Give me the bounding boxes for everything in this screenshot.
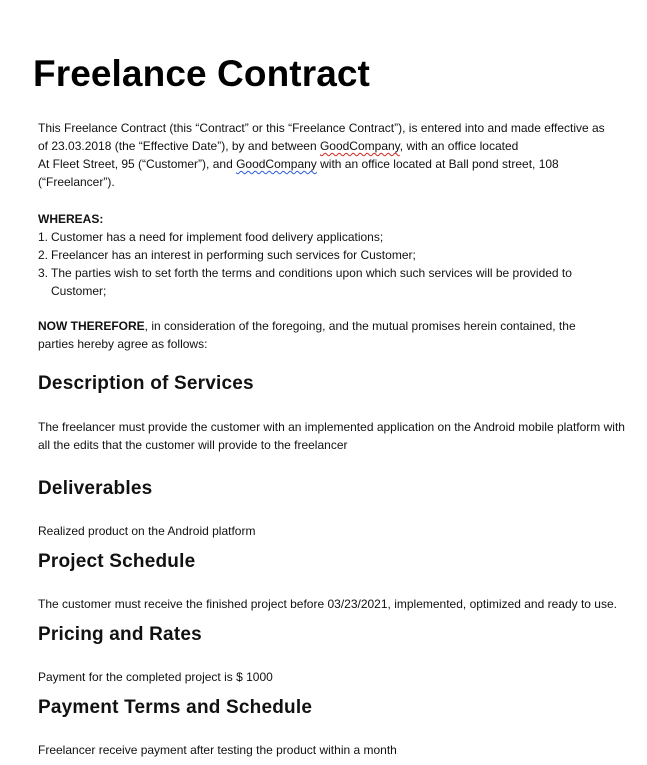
intro-line-3 (38, 155, 605, 173)
document-title: Freelance Contract (33, 53, 370, 94)
pricing-paragraph (38, 668, 273, 686)
company-name-spellcheck: GoodCompany (319, 139, 400, 153)
intro-line-4: (“Freelancer”). (38, 175, 115, 189)
list-number: 3. (38, 266, 49, 280)
schedule-paragraph (38, 595, 617, 613)
intro-line-3-end: with an office located at Ball pond street, 108 (316, 157, 559, 171)
list-item (38, 246, 572, 264)
description-heading: Description of Services (38, 373, 254, 394)
intro-line-3-text: At Fleet Street, 95 (“Customer”), and (38, 157, 237, 171)
company-name-grammar-check: GoodCompany (236, 157, 317, 171)
now-therefore-rest: , in consideration of the foregoing, and the mutual promises herein contained, the (144, 319, 576, 333)
list-item-continuation: Customer; (51, 284, 107, 298)
payment-paragraph (38, 741, 397, 759)
intro-paragraph (38, 119, 605, 191)
whereas-heading: WHEREAS: (38, 212, 104, 226)
deliverables-paragraph (38, 522, 255, 540)
list-number: 1. (38, 230, 49, 244)
now-therefore-paragraph (38, 317, 576, 353)
now-therefore-line-1 (38, 317, 576, 335)
list-text: The parties wish to set forth the terms and conditions upon which such services will be provided to (51, 266, 572, 280)
list-text: Freelancer has an interest in performing such services for Customer; (51, 248, 416, 262)
description-line-1: The freelancer must provide the customer with an implemented application on the Android mobile platform with (38, 420, 625, 434)
now-therefore-bold: NOW THEREFORE (38, 319, 145, 333)
list-text: Customer has a need for implement food delivery applications; (51, 230, 384, 244)
intro-line-1: This Freelance Contract (this “Contract” or this “Freelance Contract”), is entered into and made effective as (38, 121, 605, 135)
list-number: 2. (38, 248, 49, 262)
schedule-heading: Project Schedule (38, 551, 196, 572)
deliverables-heading: Deliverables (38, 478, 153, 499)
pricing-text: Payment for the completed project is $ 1000 (38, 670, 273, 684)
intro-line-2 (38, 137, 605, 155)
list-item (38, 228, 572, 246)
description-line-2: all the edits that the customer will provide to the freelancer (38, 438, 348, 452)
payment-text: Freelancer receive payment after testing the product within a month (38, 743, 397, 757)
description-paragraph (38, 418, 625, 454)
whereas-section (38, 210, 572, 300)
intro-line-2-end: , with an office located (399, 139, 519, 153)
list-item (38, 264, 572, 282)
schedule-text: The customer must receive the finished project before 03/23/2021, implemented, optimized and ready to use. (38, 597, 617, 611)
payment-heading: Payment Terms and Schedule (38, 697, 313, 718)
pricing-heading: Pricing and Rates (38, 624, 202, 645)
now-therefore-line-2: parties hereby agree as follows: (38, 337, 208, 351)
intro-line-2-text: of 23.03.2018 (the “Effective Date”), by and between (38, 139, 320, 153)
deliverables-text: Realized product on the Android platform (38, 524, 256, 538)
